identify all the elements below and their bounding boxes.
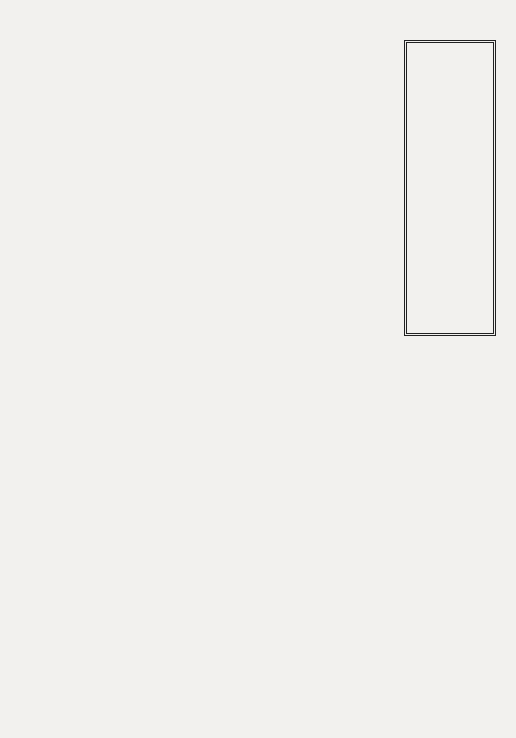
title-box — [404, 40, 496, 336]
bottom-text-block — [18, 383, 500, 683]
